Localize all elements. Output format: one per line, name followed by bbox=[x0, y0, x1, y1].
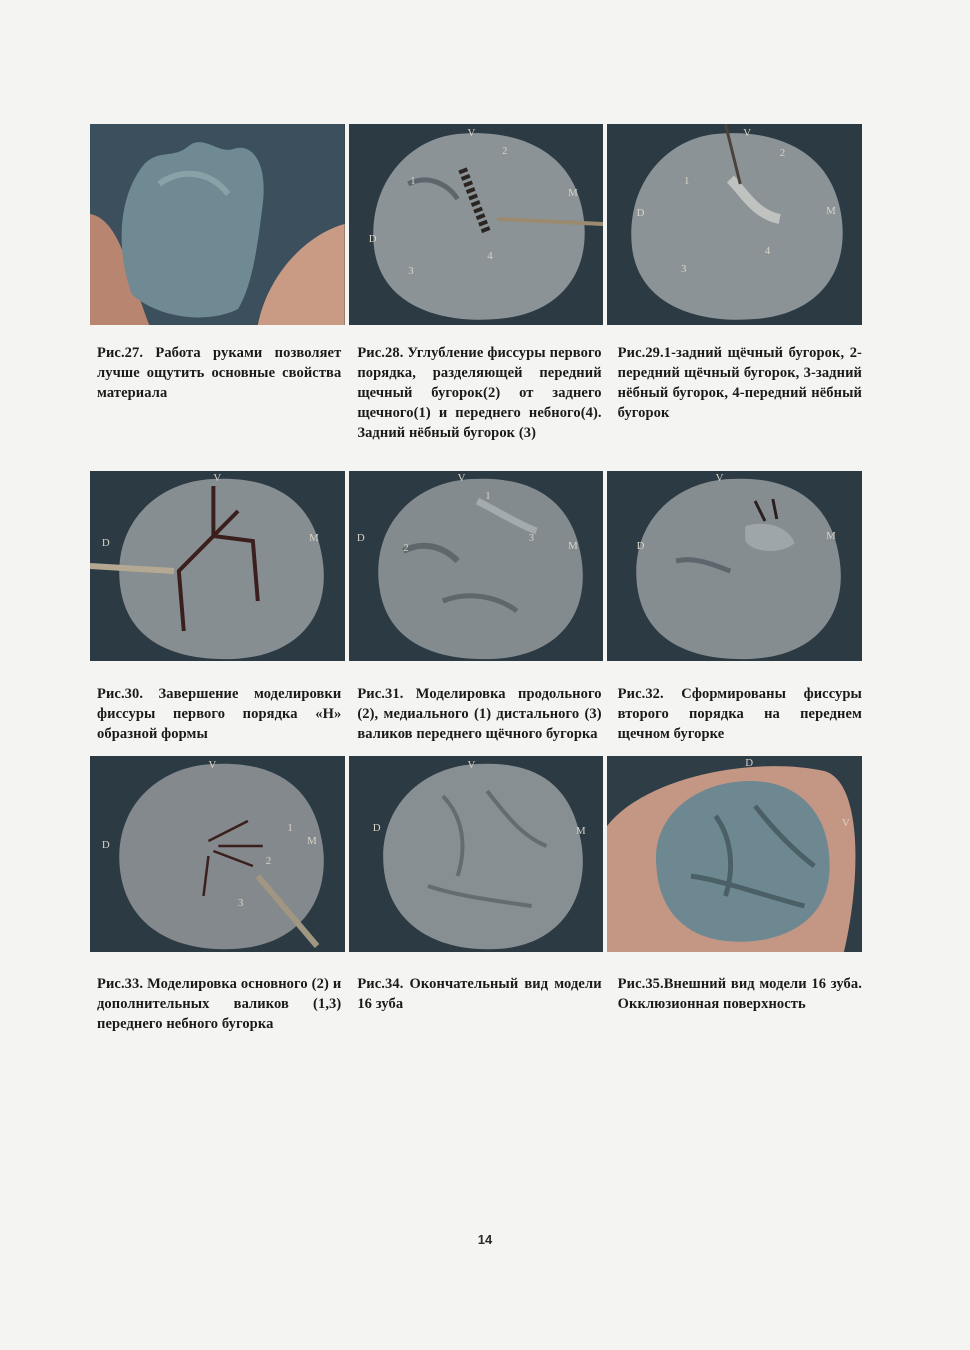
figure-row-2 bbox=[90, 471, 862, 661]
figure-32-caption: Рис.32. Сформированы фиссуры второго порядка на переднем щечном бугорке bbox=[617, 686, 862, 742]
svg-text:D: D bbox=[101, 838, 110, 852]
svg-text:V: V bbox=[208, 758, 217, 772]
svg-text:D: D bbox=[372, 821, 381, 835]
svg-text:4: 4 bbox=[765, 244, 771, 258]
svg-text:2: 2 bbox=[265, 854, 272, 868]
svg-text:4: 4 bbox=[486, 249, 493, 263]
svg-text:M: M bbox=[309, 531, 319, 545]
svg-text:V: V bbox=[213, 471, 222, 485]
caption-row-3 bbox=[97, 974, 862, 1034]
svg-text:V: V bbox=[743, 126, 752, 140]
figure-29-caption: Рис.29.1-задний щёчный бугорок, 2-передний щёчный бугорок, 3-задний нёбный бугорок, 4-передний нёбный бугорок bbox=[617, 345, 862, 421]
svg-text:V: V bbox=[842, 816, 851, 830]
svg-text:M: M bbox=[826, 529, 837, 543]
svg-text:D: D bbox=[356, 531, 365, 545]
figure-27-caption: Рис.27. Работа руками позволяет лучше ощутить основные свойства материала bbox=[97, 345, 342, 401]
caption-row-2 bbox=[97, 684, 862, 756]
figure-row-3 bbox=[90, 756, 862, 952]
figure-27-photo bbox=[90, 124, 345, 325]
svg-text:V: V bbox=[715, 471, 724, 485]
svg-text:M: M bbox=[575, 824, 586, 838]
svg-text:D: D bbox=[636, 539, 645, 553]
svg-text:2: 2 bbox=[402, 541, 409, 555]
figure-29-photo bbox=[607, 124, 862, 325]
svg-text:D: D bbox=[101, 536, 110, 550]
figure-28-photo bbox=[349, 124, 604, 325]
figure-35-photo bbox=[607, 756, 862, 952]
figure-30-caption: Рис.30. Завершение моделировки фиссуры первого порядка «Н» образной формы bbox=[97, 686, 342, 742]
svg-text:3: 3 bbox=[407, 264, 414, 278]
svg-text:D: D bbox=[636, 206, 645, 220]
svg-text:3: 3 bbox=[238, 896, 244, 910]
figure-row-1 bbox=[90, 124, 862, 325]
svg-text:M: M bbox=[826, 204, 837, 218]
figure-32-photo bbox=[607, 471, 862, 661]
figure-30-photo bbox=[90, 471, 345, 661]
figure-33-photo bbox=[90, 756, 345, 952]
svg-text:3: 3 bbox=[681, 262, 687, 276]
figure-35-caption: Рис.35.Внешний вид модели 16 зуба. Окклюзионная поверхность bbox=[617, 976, 862, 1012]
figure-31-photo bbox=[349, 471, 604, 661]
figure-31-caption: Рис.31. Моделировка продольного (2), медиального (1) дистального (3) валиков переднего щёчного бугорка bbox=[357, 686, 602, 742]
svg-text:D: D bbox=[745, 756, 754, 770]
figure-28-caption: Рис.28. Углубление фиссуры первого порядка, разделяющей передний щечный бугорок(2) от заднего щечного(1) и переднего небного(4). Задний нёбный бугорок (3) bbox=[357, 345, 602, 441]
svg-text:V: V bbox=[457, 471, 466, 485]
svg-text:D: D bbox=[368, 232, 377, 246]
caption-row-1 bbox=[97, 343, 862, 471]
svg-text:1: 1 bbox=[684, 174, 690, 188]
svg-text:M: M bbox=[567, 186, 578, 200]
svg-text:V: V bbox=[467, 126, 475, 140]
figure-grid bbox=[90, 124, 862, 1034]
svg-text:1: 1 bbox=[484, 489, 491, 503]
figure-33-caption: Рис.33. Моделировка основного (2) и дополнительных валиков (1,3) переднего небного бугорка bbox=[97, 976, 342, 1032]
figure-34-caption: Рис.34. Окончательный вид модели 16 зуба bbox=[357, 976, 602, 1012]
svg-text:2: 2 bbox=[501, 144, 508, 158]
svg-text:2: 2 bbox=[780, 146, 786, 160]
svg-text:3: 3 bbox=[528, 531, 534, 545]
svg-text:M: M bbox=[307, 834, 317, 848]
figure-34-photo bbox=[349, 756, 604, 952]
svg-text:V: V bbox=[467, 758, 475, 772]
svg-text:1: 1 bbox=[409, 174, 416, 188]
svg-text:M: M bbox=[567, 539, 578, 553]
svg-text:1: 1 bbox=[287, 821, 293, 835]
page-number: 14 bbox=[477, 1232, 493, 1247]
